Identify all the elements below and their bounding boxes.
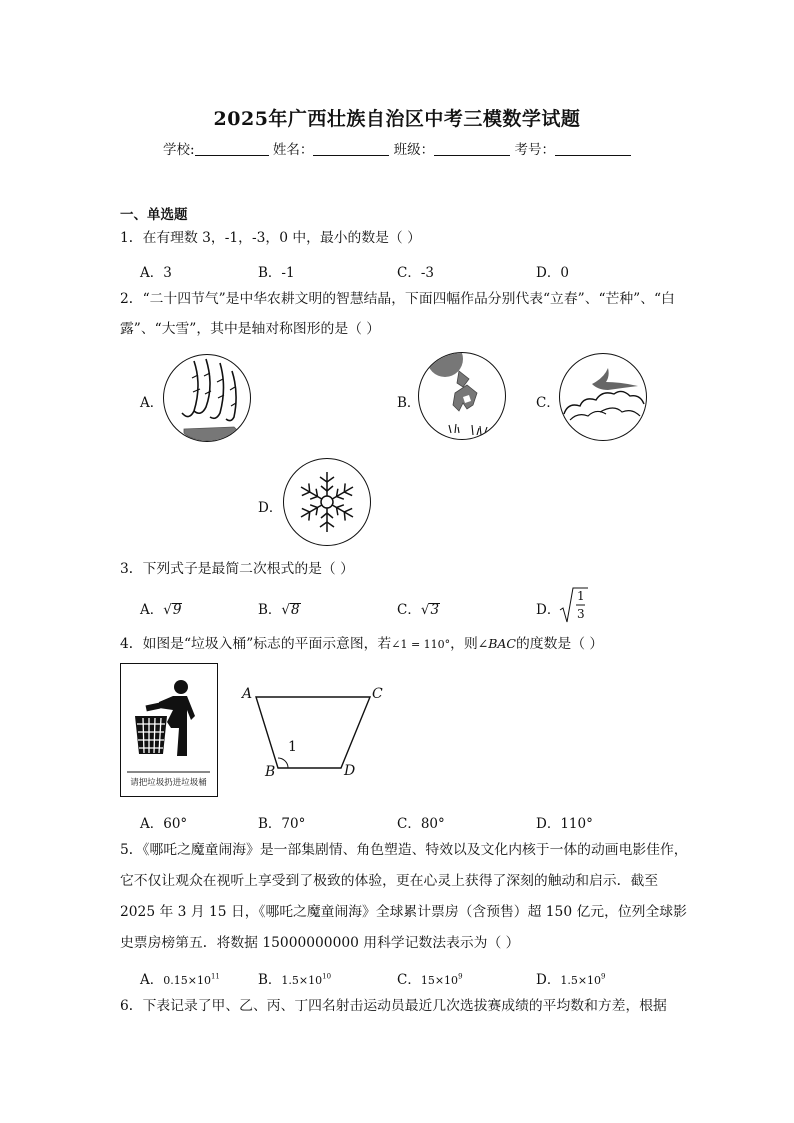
q3-fraction-denominator: 3 <box>577 607 585 621</box>
bird-cloud-icon <box>560 354 646 440</box>
school-label: 学校: <box>163 142 195 158</box>
exam-no-blank[interactable] <box>555 141 631 156</box>
mangzhong-image <box>418 352 506 440</box>
q4-angle1: ∠1 = 110° <box>391 638 451 651</box>
q3-fraction-numerator: 1 <box>577 589 585 603</box>
q3-option-a: A．√9 <box>140 602 182 618</box>
q4-option-c: C．80° <box>397 816 445 832</box>
school-blank[interactable] <box>195 141 269 156</box>
q3-option-d-letter: D． <box>536 602 561 618</box>
page-title: 2025年广西壮族自治区中考三模数学试题 <box>213 108 581 130</box>
trash-sign-caption: 请把垃圾扔进垃圾桶 <box>130 778 207 788</box>
q3-option-b: B．√8 <box>258 602 300 618</box>
q5-stem-line4: 史票房榜第五．将数据 15000000000 用科学记数法表示为（ ） <box>120 935 520 951</box>
q5-option-b <box>258 968 331 988</box>
q5-option-c-letter: C． <box>397 972 421 988</box>
label-d: D <box>344 763 356 779</box>
class-blank[interactable] <box>434 141 510 156</box>
q3-option-d <box>536 598 560 618</box>
q4-angle-bac: ∠BAC <box>477 636 517 651</box>
q5-option-d-coef: 1.5×10 <box>560 974 602 987</box>
q5-option-b-letter: B． <box>258 972 282 988</box>
name-label: 姓名： <box>272 142 314 158</box>
q3-option-b-radicand: 8 <box>291 602 300 618</box>
q3-option-a-letter: A． <box>140 602 164 618</box>
daxue-snowflake-image <box>283 458 371 546</box>
trash-person-icon <box>121 664 216 774</box>
q5-option-b-coef: 1.5×10 <box>281 974 323 987</box>
name-blank[interactable] <box>313 141 389 156</box>
q5-stem-line3: 2025 年 3 月 15 日，《哪吒之魔童闹海》全球累计票房（含预售）超 150 亿元，位列全球影 <box>120 904 687 920</box>
q5-option-a-letter: A． <box>140 972 164 988</box>
q5-option-c <box>397 968 463 988</box>
q1-option-b: B．-1 <box>258 265 295 281</box>
q5-option-d-letter: D． <box>536 972 561 988</box>
q5-stem-line1: 5．《哪吒之魔童闹海》是一部集剧情、角色塑造、特效以及文化内核于一体的动画电影佳作， <box>120 842 688 858</box>
q1-option-c: C．-3 <box>397 265 434 281</box>
q4-stem-mid: ，则 <box>450 636 478 652</box>
q3-option-a-radicand: 9 <box>172 602 182 618</box>
willow-icon <box>164 355 250 441</box>
q3-option-c-letter: C． <box>397 602 421 618</box>
label-a: A <box>242 686 253 702</box>
q4-stem <box>120 628 603 660</box>
q2-label-d: D． <box>258 500 283 516</box>
q5-stem-line2: 它不仅让观众在视听上享受到了极致的体验，更在心灵上获得了深刻的触动和启示．截至 <box>120 873 659 889</box>
trash-sign <box>120 663 218 797</box>
q5-option-d-exp: 9 <box>601 972 606 981</box>
q1-stem: 1．在有理数 3，-1，-3，0 中，最小的数是（ ） <box>120 230 421 246</box>
q5-option-a-exp: 11 <box>210 972 220 981</box>
snowflake-icon <box>284 459 370 545</box>
q5-option-d <box>536 968 606 988</box>
q3-option-c: C．√3 <box>397 602 440 618</box>
q1-option-a: A．3 <box>140 265 172 281</box>
q5-option-c-exp: 9 <box>458 972 463 981</box>
q4-stem-post: 的度数是（ ） <box>516 636 604 652</box>
q3-option-d-fraction-radical <box>559 586 589 626</box>
label-angle-1: 1 <box>288 739 297 755</box>
trapezoid-figure <box>236 684 396 784</box>
label-b: B <box>265 764 276 780</box>
q2-label-b: B． <box>397 395 421 411</box>
q4-option-a: A．60° <box>140 816 188 832</box>
student-info-line <box>0 138 794 158</box>
section-heading: 一、单选题 <box>120 207 188 223</box>
q4-option-d: D．110° <box>536 816 593 832</box>
exam-no-label: 考号： <box>514 142 555 158</box>
q1-option-d: D．0 <box>536 265 569 281</box>
q4-stem-pre: 4．如图是“垃圾入桶”标志的平面示意图，若 <box>120 636 392 652</box>
q5-option-c-coef: 15×10 <box>420 974 459 987</box>
sun-mountain-icon <box>419 353 505 439</box>
q5-option-a <box>140 968 220 988</box>
q3-option-c-radicand: 3 <box>430 602 440 618</box>
q4-option-b: B．70° <box>258 816 306 832</box>
q3-stem: 3．下列式子是最简二次根式的是（ ） <box>120 561 354 577</box>
q2-stem-line2: 露”、“大雪”，其中是轴对称图形的是（ ） <box>120 321 381 337</box>
lichun-willow-image <box>163 354 251 442</box>
class-label: 班级： <box>393 142 435 158</box>
q6-stem-line1: 6．下表记录了甲、乙、丙、丁四名射击运动员最近几次选拔赛成绩的平均数和方差，根据 <box>120 998 667 1014</box>
q3-option-b-letter: B． <box>258 602 282 618</box>
q2-label-c: C． <box>536 395 560 411</box>
q2-label-a: A． <box>140 395 164 411</box>
q5-option-b-exp: 10 <box>322 972 332 981</box>
q2-stem-line1: 2．“二十四节气”是中华农耕文明的智慧结晶，下面四幅作品分别代表“立春”、“芒种”、“白 <box>120 291 675 307</box>
label-c: C <box>372 686 383 702</box>
q5-option-a-coef: 0.15×10 <box>163 974 211 987</box>
bailu-image <box>559 353 647 441</box>
